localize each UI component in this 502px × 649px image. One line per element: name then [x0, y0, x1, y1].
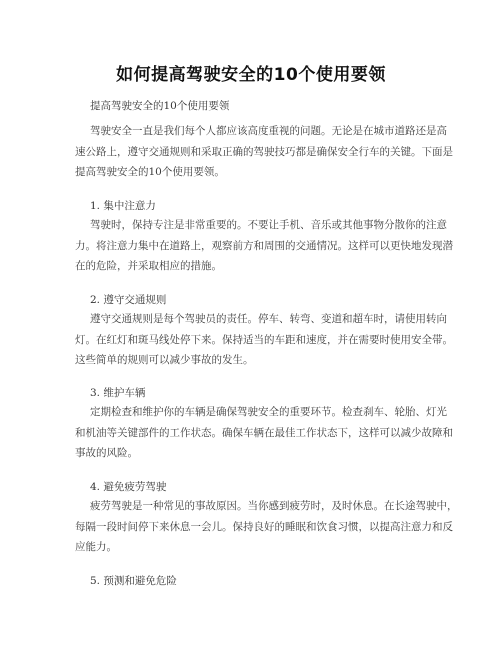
- section-paragraph: [75, 309, 453, 371]
- section-line: 和机油等关键部件的工作状态。确保车辆在最佳工作状态下，这样可以减少故障和: [75, 426, 453, 439]
- section-line: 每隔一段时间停下来休息一会儿。保持良好的睡眠和饮食习惯，以提高注意力和反: [75, 520, 453, 533]
- document-title: 如何提高驾驶安全的10个使用要领: [116, 65, 386, 85]
- section-line: 驾驶时，保持专注是非常重要的。不要让手机、音乐或其他事物分散你的注意: [90, 219, 447, 231]
- section-heading: 5. 预测和避免危险: [90, 575, 177, 587]
- section-heading: 1. 集中注意力: [90, 200, 156, 212]
- section-line: 疲劳驾驶是一种常见的事故原因。当你感到疲劳时，及时休息。在长途驾驶中，: [90, 500, 458, 512]
- section-line: 事故的风险。: [75, 447, 138, 459]
- section-heading: 2. 遵守交通规则: [90, 294, 167, 306]
- intro-line: 驾驶安全一直是我们每个人都应该高度重视的问题。无论是在城市道路还是高: [90, 125, 447, 137]
- section-paragraph: [75, 402, 453, 464]
- section-heading: 4. 避免疲劳驾驶: [90, 481, 167, 493]
- section-heading: 3. 维护车辆: [90, 387, 146, 399]
- section-line: 应能力。: [75, 541, 117, 553]
- intro-line: 速公路上，遵守交通规则和采取正确的驾驶技巧都是确保安全行车的关键。下面是: [75, 145, 453, 158]
- section-line: 灯。在红灯和斑马线处停下来。保持适当的车距和速度，并在需要时使用安全带。: [75, 333, 453, 346]
- section-line: 力。将注意力集中在道路上，观察前方和周围的交通情况。这样可以更快地发现潜: [75, 239, 453, 252]
- section-line: 这些简单的规则可以减少事故的发生。: [75, 354, 254, 366]
- section-line: 遵守交通规则是每个驾驶员的责任。停车、转弯、变道和超车时，请使用转向: [90, 313, 447, 325]
- section-line: 在的危险，并采取相应的措施。: [75, 260, 222, 272]
- document-subtitle: 提高驾驶安全的10个使用要领: [90, 100, 230, 112]
- section-paragraph: [75, 496, 458, 558]
- intro-paragraph: [75, 121, 453, 183]
- intro-line: 提高驾驶安全的10个使用要领。: [75, 166, 225, 178]
- section-line: 定期检查和维护你的车辆是确保驾驶安全的重要环节。检查刹车、轮胎、灯光: [90, 406, 447, 418]
- section-paragraph: [75, 215, 453, 277]
